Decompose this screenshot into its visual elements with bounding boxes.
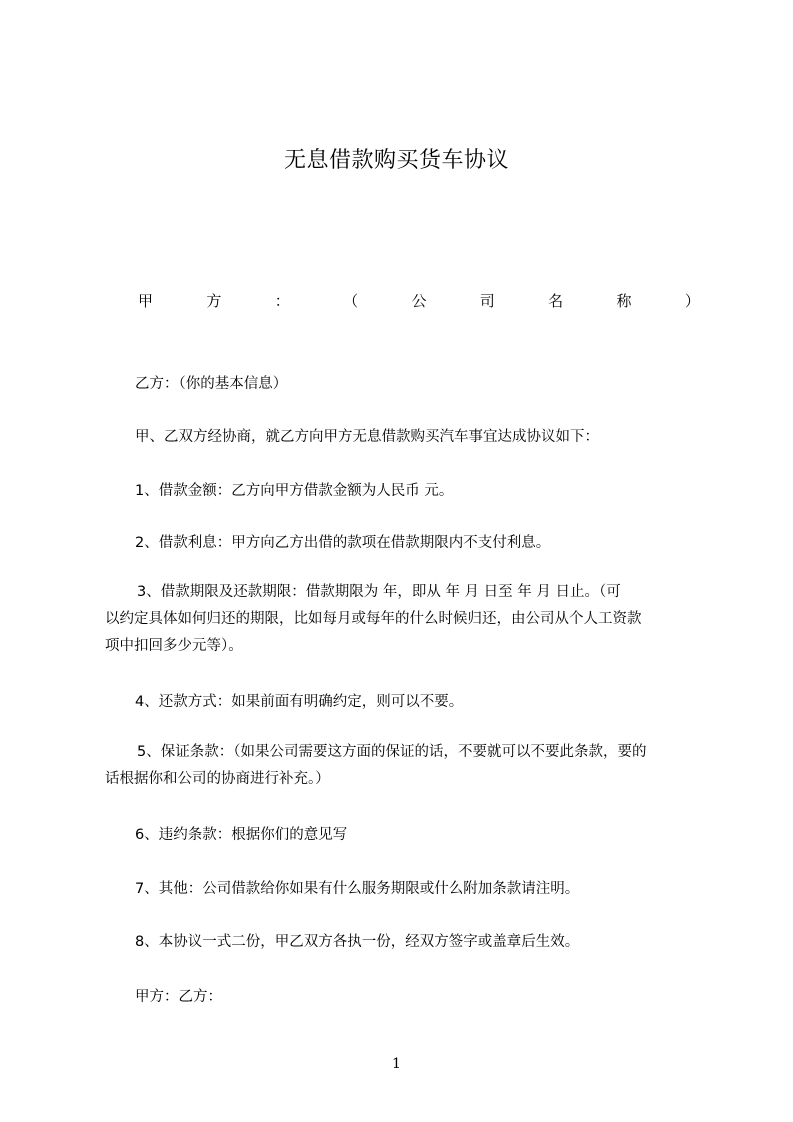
- party-a-char: 方: [206, 292, 222, 310]
- clause-8: 8、本协议一式二份，甲乙双方各执一份，经双方签字或盖章后生效。: [135, 934, 580, 950]
- party-a-char: （: [343, 292, 359, 310]
- clause-3-line-3: 项中扣回多少元等）。: [105, 638, 243, 654]
- clause-1: 1、借款金额：乙方向甲方借款金额为人民币 元。: [135, 483, 454, 499]
- clause-3-line-2: 以约定具体如何归还的期限，比如每月或每年的什么时候归还，由公司从个人工资款: [105, 611, 642, 627]
- party-a-char: 名: [548, 292, 564, 310]
- party-a-line: [138, 290, 700, 311]
- clause-5: [105, 739, 703, 793]
- party-a-char: 司: [479, 292, 495, 310]
- signature-line: 甲方：乙方：: [135, 989, 222, 1005]
- party-a-char: 称: [616, 292, 632, 310]
- page-number: 1: [392, 1056, 401, 1072]
- clause-6: 6、违约条款：根据你们的意见写: [135, 827, 348, 843]
- clause-3: [105, 579, 703, 660]
- party-a-char: ）: [684, 292, 700, 310]
- intro-paragraph: 甲、乙双方经协商，就乙方向甲方无息借款购买汽车事宜达成协议如下：: [135, 429, 599, 445]
- clause-2: 2、借款利息：甲方向乙方出借的款项在借款期限内不支付利息。: [135, 535, 551, 551]
- party-a-char: 甲: [138, 292, 154, 310]
- clause-3-line-1: 3、借款期限及还款期限：借款期限为 年，即从 年 月 日至 年 月 日止。（可: [137, 584, 621, 600]
- clause-4: 4、还款方式：如果前面有明确约定，则可以不要。: [135, 694, 464, 710]
- party-a-char: 公: [411, 292, 427, 310]
- clause-7: 7、其他：公司借款给你如果有什么服务期限或什么附加条款请注明。: [135, 881, 580, 897]
- party-a-char: ：: [274, 292, 290, 310]
- clause-5-line-2: 话根据你和公司的协商进行补充。）: [105, 771, 330, 787]
- page-title: 无息借款购买货车协议: [283, 148, 509, 173]
- party-b-line: 乙方：（你的基本信息）: [135, 376, 288, 392]
- clause-5-line-1: 5、保证条款：（如果公司需要这方面的保证的话，不要就可以不要此条款，要的: [137, 744, 647, 760]
